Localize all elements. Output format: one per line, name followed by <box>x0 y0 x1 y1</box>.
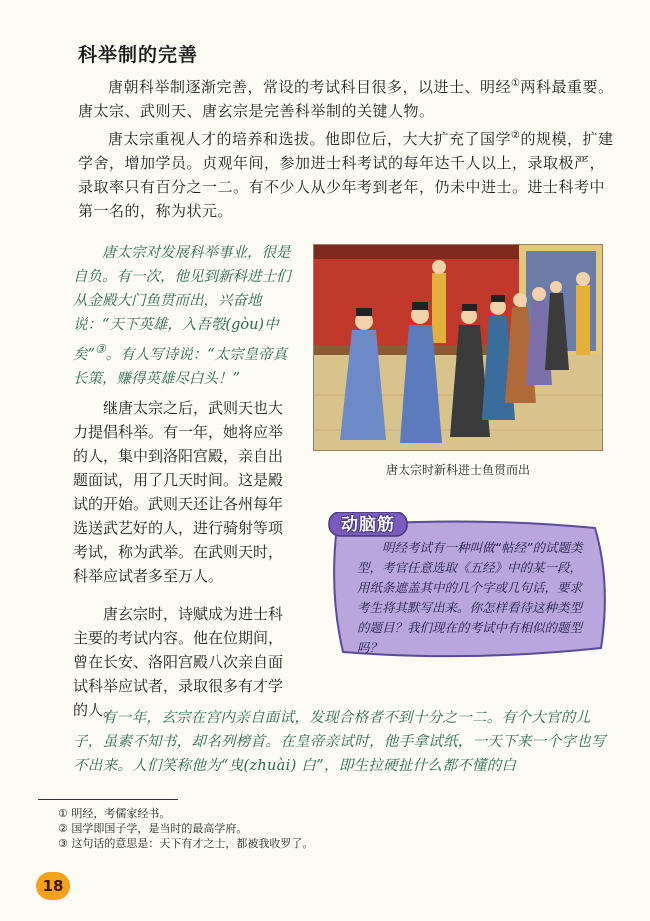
think-box-text <box>357 538 587 658</box>
paragraph-4 <box>73 602 295 722</box>
story-taizong-text-a: 唐太宗对发展科举事业，很是自负。有一次，他见到新科进士们从金殿大门鱼贯而出，兴奋地说：“天下英雄，入吾彀(gòu)中矣” <box>73 245 291 363</box>
footnote-ref-1: ① <box>511 78 521 89</box>
footnote-ref-2: ② <box>511 130 521 141</box>
paragraph-1 <box>78 72 614 123</box>
think-box <box>319 512 609 664</box>
story-taizong-text-b: 。有人写诗说：“太宗皇帝真长策，赚得英雄尽白头！” <box>73 346 288 387</box>
paragraph-1-text-a: 唐朝科举制逐渐完善，常设的考试科目很多，以进士、明经 <box>108 78 512 96</box>
paragraph-2-text-a: 唐太宗重视人才的培养和选拔。他即位后，大大扩充了国学 <box>108 130 512 148</box>
section-title: 科举制的完善 <box>78 44 199 66</box>
paragraph-2 <box>78 124 614 223</box>
think-box-label: 动脑筋 <box>341 515 395 535</box>
page-number-badge: 18 <box>36 872 70 900</box>
footnote-2: ② 国学即国子学，是当时的最高学府。 <box>58 822 248 835</box>
footnote-3: ③ 这句话的意思是：天下有才之士，都被我收罗了。 <box>58 837 314 850</box>
think-box-question: 明经考试有一种叫做“帖经”的试题类型，考官任意选取《五经》中的某一段，用纸条遮盖其中的几个字或几句话，要求考生将其默写出来。你怎样看待这种类型的题目？我们现在的考试中有相似的题型吗？ <box>357 540 583 655</box>
footnote-divider <box>38 799 178 800</box>
footnote-ref-3: ③ <box>94 342 106 356</box>
illustration-caption: 唐太宗时新科进士鱼贯而出 <box>385 463 530 477</box>
footnotes <box>58 806 598 851</box>
paragraph-2-text-b: 的规模，扩建学舍，增加学员。贞观年间，参加进士科考试的每年达千人以上，录取极严，录取率只有百分之一二。有不少人从少年考到老年，仍未中进士。进士科考中第一名的，称为状元。 <box>78 130 614 220</box>
footnote-1: ① 明经，考儒家经书。 <box>58 807 171 820</box>
illustration-scholars-art <box>314 245 603 451</box>
story-xuanzong <box>73 706 613 778</box>
story-xuanzong-text: 有一年，玄宗在宫内亲自面试，发现合格者不到十分之一二。有个大官的儿子，虽素不知书，却名列榜首。在皇帝亲试时，他手拿试纸，一天下来一个字也写不出来。人们笑称他为“曳(zhuài) 白”，即生拉硬扯什么都不懂的白 <box>73 710 606 774</box>
paragraph-1-text-b: 两科最重要。唐太宗、武则天、唐玄宗是完善科举制的关键人物。 <box>78 78 614 120</box>
paragraph-4-text: 唐玄宗时，诗赋成为进士科主要的考试内容。他在位期间，曾在长安、洛阳宫殿八次亲自面试科举应试者，录取很多有才学的人。 <box>73 605 284 719</box>
paragraph-3 <box>73 396 295 588</box>
story-taizong <box>73 241 295 391</box>
paragraph-3-text: 继唐太宗之后，武则天也大力提倡科举。有一年，她将应举的人，集中到洛阳宫殿，亲自出题面试，用了几天时间。这是殿试的开始。武则天还让各州每年选送武艺好的人，进行骑射等项考试，称为武举。在武则天时，科举应试者多至万人。 <box>73 399 284 585</box>
illustration-scholars <box>313 244 603 451</box>
